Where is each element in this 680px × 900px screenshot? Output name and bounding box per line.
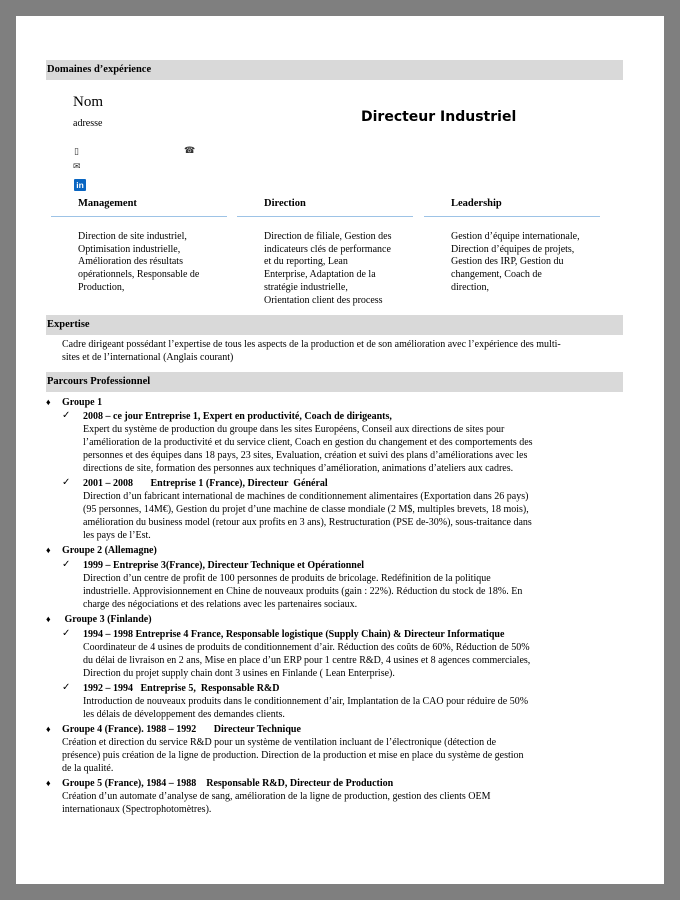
job-heading: 1994 – 1998 Entreprise 4 France, Responsable logistique (Supply Chain) & Directeur Informatique: [83, 629, 505, 640]
job-heading: 2008 – ce jour Entreprise 1, Expert en productivité, Coach de dirigeants,: [83, 411, 392, 422]
email-icon: ✉: [73, 162, 81, 172]
column-text-leadership: Gestion d’équipe internationale, Direction d’équipes de projets, Gestion des IRP, Gestion du changement, Coach de direction,: [451, 230, 580, 293]
job-description: Expert du système de production du groupe dans les sites Européens, Conseil aux directions de sites pour l’amélioration de la productivité et du service client, Coach en gestion du changement et des comportements des personnes et des équipes dans 18 pays, 23 sites, Evaluation, création et suivi des plans d’améliorations avec les directions de site, formation des personnes aux techniques d’amélioration, animations d’ateliers aux cadres.: [83, 424, 533, 474]
column-text-direction: Direction de filiale, Gestion des indicateurs clés de performance et du reporting, Lean Enterprise, Adaptation de la stratégie industrielle, Orientation client des process: [264, 230, 392, 306]
checkmark-icon: ✓: [62, 628, 71, 639]
section-header-domaines: Domaines d’expérience: [46, 60, 623, 80]
column-divider: [237, 216, 413, 217]
column-heading-leadership: Leadership: [451, 198, 502, 209]
checkmark-icon: ✓: [62, 559, 71, 570]
group-title: Groupe 5 (France), 1984 – 1988 Responsable R&D, Directeur de Production: [62, 778, 394, 789]
checkmark-icon: ✓: [62, 682, 71, 693]
checkmark-icon: ✓: [62, 477, 71, 488]
job-heading: 2001 – 2008 Entreprise 1 (France), Directeur Général: [83, 478, 328, 489]
group-title: Groupe 4 (France). 1988 – 1992 Directeur Technique: [62, 724, 301, 735]
column-text-management: Direction de site industriel, Optimisation industrielle, Amélioration des résultats opérationnels, Responsable de Production,: [78, 230, 200, 293]
bullet-diamond-icon: ♦: [46, 778, 51, 788]
section-header-expertise: Expertise: [46, 315, 623, 335]
job-description: Coordinateur de 4 usines de produits de conditionnement d’air. Réduction des coûts de 60%, Réduction de 50% du délai de livraison en 2 ans, Mise en place d’un ERP pour 1 centre R&D, 4 usines et 8 agences commerciales, Direction du projet supply chain dont 3 usines en Finlande ( Lean Enterprise).: [83, 642, 531, 679]
job-description: Direction d’un centre de profit de 100 personnes de produits de bricolage. Redéfinition de la politique industrielle. Approvisionnement en Chine de nouveaux produits (gain : 22%). Réduction du stock de 18%. En charge des négociations et des relations avec les partenaires sociaux.: [83, 573, 523, 610]
candidate-name: Nom: [73, 94, 103, 110]
group-title: Groupe 2 (Allemagne): [62, 545, 157, 556]
group-title: Groupe 1: [62, 397, 103, 408]
job-heading: 1992 – 1994 Entreprise 5, Responsable R&D: [83, 683, 280, 694]
linkedin-icon: in: [74, 179, 86, 191]
job-description: Direction d’un fabricant international de machines de conditionnement alimentaires (Exportation dans 26 pays) (95 personnes, 14M€), Gestion du projet d’une machine de classe mondiale (2 M$, multiples brevets, 18 mois), amélioration du business model (retour aux profits en 3 ans), Restructuration (PSE de-30%), sous-traitance dans les pays de l’Est.: [83, 491, 532, 541]
group-description: Création et direction du service R&D pour un système de ventilation incluant de l’électronique (détection de présence) puis création de la ligne de production. Direction de la production et mise en place du système de gestion de la qualité.: [62, 737, 524, 774]
job-heading: 1999 – Entreprise 3(France), Directeur Technique et Opérationnel: [83, 560, 365, 571]
job-title: Directeur Industriel: [361, 109, 517, 125]
section-header-parcours: Parcours Professionnel: [46, 372, 623, 392]
column-heading-management: Management: [78, 198, 137, 209]
bullet-diamond-icon: ♦: [46, 397, 51, 407]
bullet-diamond-icon: ♦: [46, 724, 51, 734]
column-heading-direction: Direction: [264, 198, 306, 209]
bullet-diamond-icon: ♦: [46, 545, 51, 555]
phone-icon: ☎: [184, 146, 196, 156]
mobile-phone-icon: ▯: [74, 147, 79, 157]
group-description: Création d’un automate d’analyse de sang, amélioration de la ligne de production, gestion des clients OEM internationaux (Spectrophotomètres).: [62, 791, 491, 815]
candidate-address: adresse: [73, 118, 103, 129]
checkmark-icon: ✓: [62, 410, 71, 421]
job-description: Introduction de nouveaux produits dans le conditionnement d’air, Implantation de la CAO pour réduire de 50% les délais de développement des demandes clients.: [83, 696, 529, 720]
column-divider: [424, 216, 600, 217]
cv-page: [16, 16, 664, 884]
expertise-text: Cadre dirigeant possédant l’expertise de tous les aspects de la production et de son amélioration avec l’expérience des multi- sites et de l’international (Anglais courant): [62, 339, 561, 363]
group-title: Groupe 3 (Finlande): [62, 614, 152, 625]
column-divider: [51, 216, 227, 217]
bullet-diamond-icon: ♦: [46, 614, 51, 624]
